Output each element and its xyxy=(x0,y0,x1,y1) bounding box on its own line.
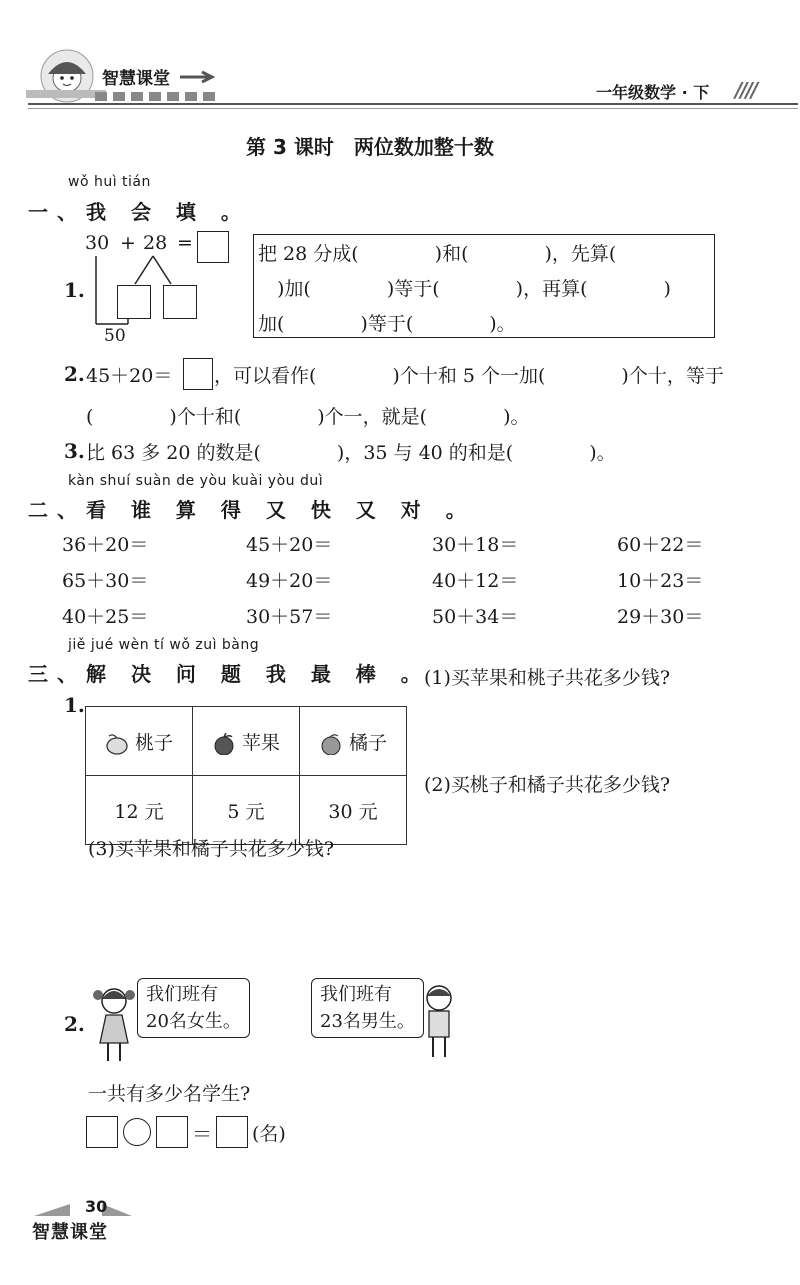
operator-circle[interactable] xyxy=(123,1118,151,1146)
footer-arrow-bar xyxy=(32,1200,136,1218)
calc-item: 40＋12＝ xyxy=(432,570,519,592)
s3-q2-question: 一共有多少名学生? xyxy=(88,1083,251,1105)
section1-title: 一、我 会 填 。 xyxy=(28,200,250,224)
calc-item: 30＋18＝ xyxy=(432,534,519,556)
price-cell-orange xyxy=(300,707,407,776)
q1-line3: 加( )等于( )。 xyxy=(258,313,516,335)
header-brand: 智慧课堂 xyxy=(102,69,170,89)
answer-box-result[interactable] xyxy=(216,1116,248,1148)
q1-instruction-box xyxy=(253,234,715,338)
boy-bubble-line2: 23名男生。 xyxy=(320,1011,415,1032)
q2-line2: ( )个十和( )个一，就是( )。 xyxy=(86,406,530,428)
apple-icon xyxy=(212,733,236,755)
unit-label: (名) xyxy=(252,1122,286,1145)
q2-text: ，可以看作( )个十和 5 个一加( )个十，等于 xyxy=(214,365,724,387)
q1-plus: + xyxy=(120,232,136,254)
calc-item: 40＋25＝ xyxy=(62,606,149,628)
q1-answer-box[interactable] xyxy=(197,231,229,263)
price-cell-peach xyxy=(86,707,193,776)
item-name: 橘子 xyxy=(349,731,388,754)
price-value: 5 元 xyxy=(193,776,300,845)
header-course: 一年级数学 · 下 xyxy=(596,83,710,102)
calc-item: 10＋23＝ xyxy=(617,570,704,592)
answer-box-2[interactable] xyxy=(156,1116,188,1148)
q2-answer-box[interactable] xyxy=(183,358,213,390)
calc-item: 50＋34＝ xyxy=(432,606,519,628)
section3-title: 三、解 决 问 题 我 最 棒 。 xyxy=(28,662,430,686)
header-dash-bar xyxy=(95,92,215,101)
calc-item: 65＋30＝ xyxy=(62,570,149,592)
girl-bubble-line1: 我们班有 xyxy=(146,984,218,1005)
header-rule-thin xyxy=(28,108,798,109)
section1-pinyin: wǒ huì tián xyxy=(68,174,151,190)
boy-figure-icon xyxy=(418,982,460,1062)
calc-item: 60＋22＝ xyxy=(617,534,704,556)
girl-bubble-line2: 20名女生。 xyxy=(146,1011,241,1032)
q1-number: 1. xyxy=(64,278,85,302)
calc-item: 45＋20＝ xyxy=(246,534,333,556)
section2-title: 二、看 谁 算 得 又 快 又 对 。 xyxy=(28,498,475,522)
calc-item: 30＋57＝ xyxy=(246,606,333,628)
section2-pinyin: kàn shuí suàn de yòu kuài yòu duì xyxy=(68,473,324,489)
q1-bottom-number: 50 xyxy=(104,326,126,346)
q3-number: 3. xyxy=(64,439,85,463)
price-value: 12 元 xyxy=(86,776,193,845)
s3-q1-sub1: (1)买苹果和桃子共花多少钱? xyxy=(424,667,671,689)
page-number: 30 xyxy=(85,1197,108,1216)
footer-brand: 智慧课堂 xyxy=(32,1222,108,1243)
q1-line1: 把 28 分成( )和( )，先算( xyxy=(258,243,617,265)
q1-split-box-left[interactable] xyxy=(117,285,151,319)
equals-sign: ＝ xyxy=(192,1121,212,1146)
item-name: 苹果 xyxy=(242,731,281,754)
header-rule xyxy=(28,103,798,105)
price-value: 30 元 xyxy=(300,776,407,845)
orange-icon xyxy=(319,733,343,755)
q2-number: 2. xyxy=(64,362,85,386)
s3-q2-number: 2. xyxy=(64,1012,85,1036)
s3-q1-sub3: (3)买苹果和橘子共花多少钱? xyxy=(88,838,335,860)
q2-equation: 45＋20＝ xyxy=(86,365,173,387)
answer-equation xyxy=(86,1116,286,1148)
s3-q1-sub2: (2)买桃子和橘子共花多少钱? xyxy=(424,774,671,796)
q1-eq: = xyxy=(177,232,193,254)
calc-item: 36＋20＝ xyxy=(62,534,149,556)
q1-n1: 30 xyxy=(85,232,110,254)
price-cell-apple xyxy=(193,707,300,776)
item-name: 桃子 xyxy=(135,731,174,754)
answer-box-1[interactable] xyxy=(86,1116,118,1148)
price-table xyxy=(85,706,407,845)
arrow-icon xyxy=(178,70,220,84)
girl-figure-icon xyxy=(92,985,136,1067)
q1-line2: )加( )等于( )，再算( ) xyxy=(258,278,671,300)
girl-speech-bubble xyxy=(137,978,250,1038)
boy-bubble-line1: 我们班有 xyxy=(320,984,392,1005)
lesson-title: 第 3 课时 两位数加整十数 xyxy=(246,135,494,159)
calc-item: 29＋30＝ xyxy=(617,606,704,628)
boy-speech-bubble xyxy=(311,978,424,1038)
header-slashes: //// xyxy=(735,78,757,102)
section3-pinyin: jiě jué wèn tí wǒ zuì bàng xyxy=(68,637,260,653)
q3-text: 比 63 多 20 的数是( )，35 与 40 的和是( )。 xyxy=(86,442,616,464)
q1-n2: 28 xyxy=(143,232,168,254)
calc-item: 49＋20＝ xyxy=(246,570,333,592)
peach-icon xyxy=(105,733,129,755)
q1-split-box-right[interactable] xyxy=(163,285,197,319)
s3-q1-number: 1. xyxy=(64,693,85,717)
